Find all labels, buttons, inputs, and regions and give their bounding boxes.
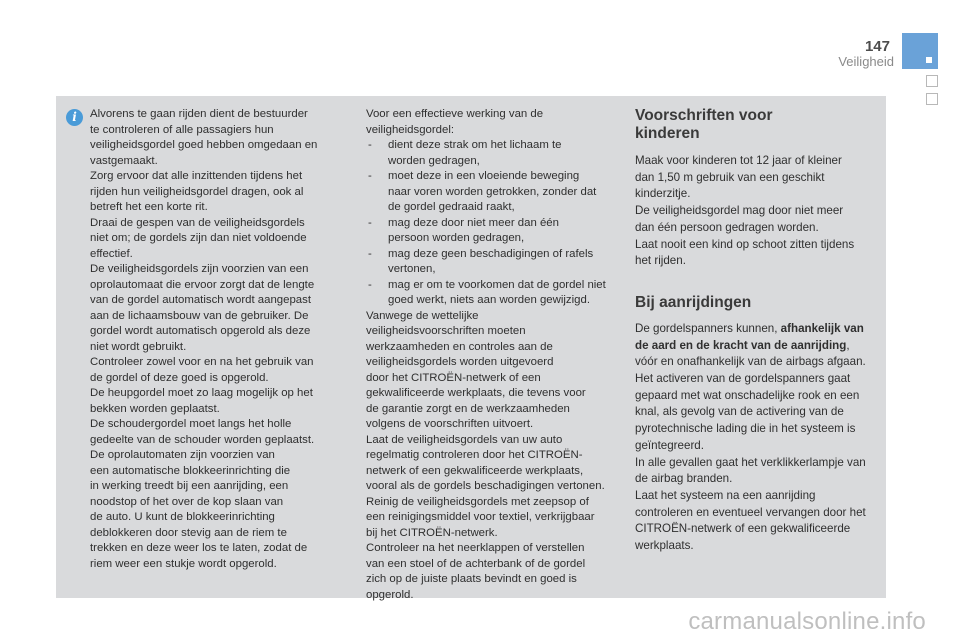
text-line: niet om; de gordels zijn dan niet voldoende — [90, 232, 307, 244]
text-line: De veiligheidsgordels zijn voorzien van een — [90, 263, 309, 275]
text-line: regelmatig controleren door het CITROËN- — [366, 449, 583, 461]
text-line: De oprolautomaten zijn voorzien van — [90, 449, 275, 461]
text-line: In alle gevallen gaat het verklikkerlampje van — [635, 455, 866, 469]
text-line: Laat het systeem na een aanrijding — [635, 488, 816, 502]
text-line: een reinigingsmiddel voor textiel, verkrijgbaar — [366, 511, 595, 523]
text-line: Controleer na het neerklappen of verstellen — [366, 542, 585, 554]
text-line: bij het CITROËN-netwerk. — [366, 526, 498, 539]
text-line: trekken en deze weer los te laten, zodat de — [90, 542, 308, 554]
text-line: vóór en onafhankelijk van de airbags afgaan. — [635, 355, 866, 369]
bullet-line: - dient deze strak om het lichaam te — [388, 139, 562, 151]
column-general-info — [90, 107, 348, 572]
chapter-tab[interactable] — [926, 93, 938, 105]
text-line: Het activeren van de gordelspanners gaat — [635, 372, 851, 386]
bullet-line: worden gedragen, — [388, 154, 480, 167]
text-line: van de gordel automatisch wordt aangepast — [90, 294, 311, 306]
text-line: Maak voor kinderen tot 12 jaar of kleiner — [635, 154, 842, 167]
text-line: dan één persoon gedragen worden. — [635, 220, 819, 234]
chapter-tab-active[interactable] — [902, 33, 938, 69]
text-line: controleren en eventueel vervangen door het — [635, 505, 866, 519]
text-line: de garantie zorgt en de werkzaamheden — [366, 402, 570, 415]
text-line: CITROËN-netwerk of een gekwalificeerde — [635, 522, 851, 536]
collision-after: , — [846, 338, 850, 352]
text-line: Zorg ervoor dat alle inzittenden tijdens het — [90, 170, 303, 182]
bullet-line: persoon worden gedragen, — [388, 232, 525, 244]
children-text — [635, 153, 885, 270]
text-line: Reinig de veiligheidsgordels met zeepsop of — [366, 495, 589, 508]
bullet-line: vertonen, — [388, 263, 436, 275]
heading-children — [635, 107, 885, 143]
text-line: vooral als de gordels beschadigingen vertonen. — [366, 480, 605, 492]
bullet-item — [366, 169, 618, 216]
bullet-line: goed werkt, niets aan worden gewijzigd. — [388, 294, 590, 306]
text-line: Vanwege de wettelijke — [366, 309, 479, 322]
info-icon: i — [66, 109, 83, 126]
text-line: De heupgordel moet zo laag mogelijk op het — [90, 387, 313, 399]
text-line: Alvorens te gaan rijden dient de bestuurder — [90, 108, 308, 120]
text-line: veiligheidsgordels worden uitgevoerd — [366, 356, 554, 368]
text-line: rijden hun veiligheidsgordel dragen, ook al — [90, 185, 304, 198]
text-line: gepaard met wat onschadelijke rook en een — [635, 388, 860, 402]
chapter-tab[interactable] — [926, 75, 938, 87]
text-line: zich op de juiste plaats bevindt en goed is — [366, 573, 577, 585]
bullet-line: - mag deze door niet meer dan één — [388, 216, 559, 229]
bullet-line: naar voren worden getrokken, zonder dat — [388, 185, 597, 198]
text-line: Voor een effectieve werking van de — [366, 108, 544, 120]
bullet-line: de gordel gedraaid raakt, — [388, 201, 515, 213]
text-line: volgens de voorschriften uitvoert. — [366, 418, 534, 430]
text-line: De schoudergordel moet langs het holle — [90, 418, 292, 430]
text-line: vastgemaakt. — [90, 154, 158, 167]
collision-text — [635, 321, 885, 555]
text-line: opgerold. — [366, 588, 414, 601]
text-line: netwerk of een gekwalificeerde werkplaats, — [366, 464, 584, 477]
text-line: effectief. — [90, 247, 133, 260]
text-line: te controleren of alle passagiers hun — [90, 123, 274, 136]
collision-bold-1: afhankelijk van — [780, 321, 864, 335]
bullet-item — [366, 216, 618, 247]
heading-children-line1: Voorschriften voor — [635, 107, 773, 124]
text-line: in werking treedt bij een aanrijding, een — [90, 480, 289, 492]
tab-marker — [926, 57, 932, 63]
text-line: Draai de gespen van de veiligheidsgordels — [90, 216, 305, 229]
bullet-line: - moet deze in een vloeiende beweging — [388, 170, 580, 182]
watermark: carmanualsonline.info — [688, 608, 926, 635]
column-children-collision — [635, 107, 885, 555]
collision-bold-2: de aard en de kracht van de aanrijding — [635, 338, 847, 352]
text-line: dan 1,50 m gebruik van een geschikt — [635, 170, 825, 184]
text-line: deblokkeren door stevig aan de riem te — [90, 526, 287, 539]
section-title: Veiligheid — [838, 54, 894, 69]
text-line: geïntegreerd. — [635, 438, 704, 452]
bullet-item — [366, 138, 618, 169]
text-line: veiligheidsgordel goed hebben omgedaan en — [90, 139, 318, 151]
text-line: Laat nooit een kind op schoot zitten tijdens — [635, 237, 855, 251]
page-number: 147 — [864, 38, 890, 55]
text-line: werkzaamheden en controles aan de — [366, 340, 553, 353]
text-line: van een stoel of de achterbank of de gordel — [366, 557, 586, 570]
bullet-line: - mag er om te voorkomen dat de gordel niet — [388, 278, 606, 291]
text-line: oprolautomaat die ervoor zorgt dat de lengte — [90, 278, 315, 291]
text-line: pyrotechnische lading die in het systeem is — [635, 422, 856, 436]
text-line: de auto. U kunt de blokkeerinrichting — [90, 511, 275, 523]
text-line: niet wordt gebruikt. — [90, 340, 187, 353]
text-line: betreft het een korte rit. — [90, 201, 208, 213]
text-line: veiligheidsvoorschriften moeten — [366, 325, 526, 337]
heading-children-line2: kinderen — [635, 125, 700, 142]
text-line: werkplaats. — [635, 539, 694, 553]
bullet-item — [366, 247, 618, 278]
text-line: een automatische blokkeerinrichting die — [90, 464, 291, 477]
text-line: de airbag branden. — [635, 472, 733, 486]
text-line: riem weer een stukje wordt opgerold. — [90, 557, 277, 570]
text-line: aan de lichaamsbouw van de gebruiker. De — [90, 309, 309, 322]
text-line: kinderzitje. — [635, 187, 691, 201]
text-line: Laat de veiligheidsgordels van uw auto — [366, 433, 563, 446]
collision-intro: De gordelspanners kunnen, — [635, 321, 781, 335]
column-effective-use — [366, 107, 618, 603]
text-line: de gordel of deze goed is opgerold. — [90, 371, 269, 384]
text-line: gordel wordt automatisch opgerold als deze — [90, 325, 311, 337]
text-line: bekken worden geplaatst. — [90, 402, 220, 415]
heading-collisions: Bij aanrijdingen — [635, 293, 752, 311]
bullet-line: - mag deze geen beschadigingen of rafels — [388, 247, 594, 260]
text-line: Controleer zowel voor en na het gebruik van — [90, 356, 314, 368]
text-line: gekwalificeerde werkplaats, die tevens voor — [366, 387, 586, 399]
text-line: door het CITROËN-netwerk of een — [366, 371, 541, 384]
text-line: veiligheidsgordel: — [366, 123, 455, 136]
text-line: noodstop of het over de kop slaan van — [90, 495, 284, 508]
text-line: De veiligheidsgordel mag door niet meer — [635, 204, 844, 218]
text-line: gedeelte van de schouder worden geplaatst. — [90, 433, 315, 446]
bullet-item — [366, 278, 618, 309]
text-line: het rijden. — [635, 254, 686, 268]
text-line: knal, als gevolg van de activering van de — [635, 405, 844, 419]
